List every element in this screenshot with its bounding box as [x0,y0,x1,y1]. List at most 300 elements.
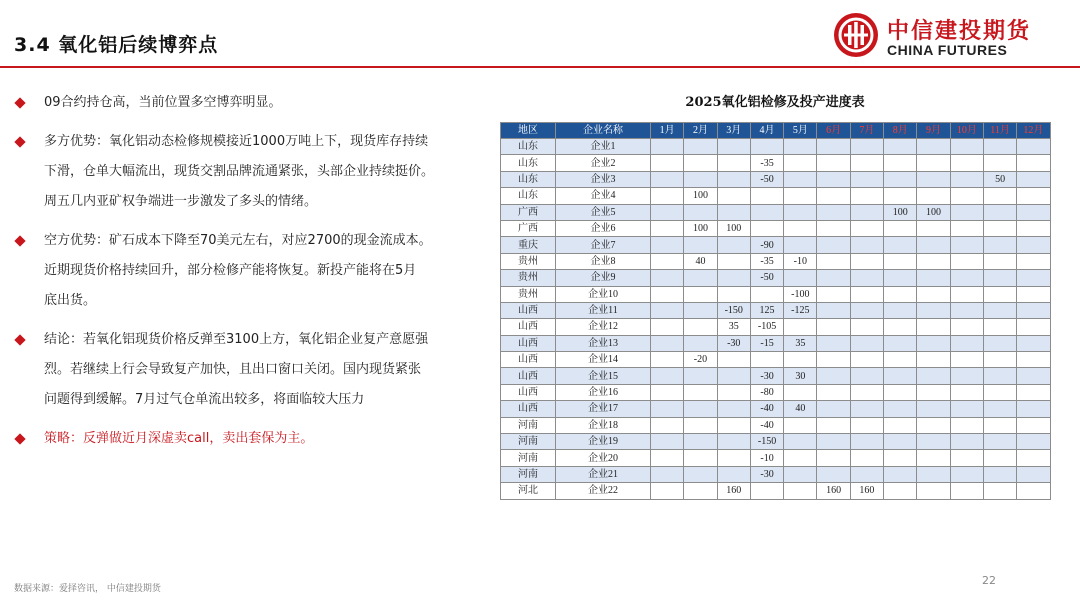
month-value-cell [850,155,883,171]
month-value-cell [983,319,1016,335]
region-cell: 贵州 [501,270,556,286]
company-cell: 企业6 [556,220,651,236]
bullet-line: 底出货。 [44,293,97,308]
month-value-cell [983,450,1016,466]
month-value-cell: 40 [784,401,817,417]
month-value-cell [983,352,1016,368]
month-value-cell [717,450,750,466]
month-value-cell: -100 [784,286,817,302]
month-value-cell: 160 [717,483,750,499]
table-row [501,483,1051,499]
company-logo [833,12,1073,62]
bullet-item [14,325,499,415]
month-value-cell: 50 [983,171,1016,187]
month-value-cell [684,335,717,351]
month-value-cell [684,286,717,302]
diamond-bullet-icon [14,136,25,147]
month-value-cell [884,220,917,236]
month-value-cell [850,302,883,318]
month-value-cell: 30 [784,368,817,384]
header [0,0,1080,68]
month-value-cell [983,204,1016,220]
region-cell: 重庆 [501,237,556,253]
month-value-cell [1017,302,1050,318]
company-cell: 企业7 [556,237,651,253]
month-value-cell [850,434,883,450]
logo-text-en: CHINA FUTURES [887,42,1008,58]
month-value-cell: -30 [717,335,750,351]
month-value-cell [1017,352,1050,368]
region-cell: 山西 [501,319,556,335]
month-value-cell [950,417,983,433]
month-value-cell [817,270,850,286]
month-value-cell [684,466,717,482]
month-value-cell [717,434,750,450]
month-value-cell [917,319,950,335]
month-value-cell [1017,319,1050,335]
table-header-row [501,123,1051,139]
month-value-cell [850,368,883,384]
month-value-cell [1017,270,1050,286]
table-title: 2025氧化铝检修及投产进度表 [685,95,865,110]
month-value-cell [983,237,1016,253]
region-cell: 山西 [501,335,556,351]
logo-mark-icon [833,12,879,58]
month-value-cell [684,204,717,220]
month-value-cell [817,368,850,384]
month-value-cell [983,220,1016,236]
company-cell: 企业9 [556,270,651,286]
company-cell: 企业2 [556,155,651,171]
column-header: 3月 [717,123,750,139]
month-value-cell [850,188,883,204]
month-value-cell [884,237,917,253]
company-cell: 企业21 [556,466,651,482]
month-value-cell [784,319,817,335]
month-value-cell [817,384,850,400]
month-value-cell [817,335,850,351]
month-value-cell [717,237,750,253]
bullet-line: 策略：反弹做近月深虚卖call，卖出套保为主。 [44,431,314,446]
month-value-cell [651,204,684,220]
month-value-cell [817,204,850,220]
bullet-line: 09合约持仓高，当前位置多空博弈明显。 [44,95,282,110]
month-value-cell [917,352,950,368]
month-value-cell [750,286,783,302]
bullet-line: 结论：若氧化铝现货价格反弹至3100上方，氧化铝企业复产意愿强 [44,332,429,347]
column-header: 1月 [651,123,684,139]
month-value-cell [684,155,717,171]
region-cell: 山西 [501,384,556,400]
month-value-cell [884,483,917,499]
diamond-bullet-icon [14,97,25,108]
month-value-cell [917,188,950,204]
month-value-cell: -40 [750,417,783,433]
month-value-cell [1017,155,1050,171]
month-value-cell [950,335,983,351]
month-value-cell [684,270,717,286]
month-value-cell [884,155,917,171]
month-value-cell [717,253,750,269]
month-value-cell [717,352,750,368]
month-value-cell [684,483,717,499]
month-value-cell [983,368,1016,384]
bullet-item [14,88,499,118]
month-value-cell [850,352,883,368]
month-value-cell [717,155,750,171]
region-cell: 山东 [501,171,556,187]
region-cell: 河南 [501,417,556,433]
table-row [501,466,1051,482]
bullet-line: 多方优势：氧化铝动态检修规模接近1000万吨上下，现货库存持续 [44,134,429,149]
month-value-cell [684,417,717,433]
column-header: 6月 [817,123,850,139]
month-value-cell [651,171,684,187]
column-header: 10月 [950,123,983,139]
company-cell: 企业5 [556,204,651,220]
month-value-cell [817,155,850,171]
month-value-cell [850,286,883,302]
month-value-cell [884,417,917,433]
month-value-cell [817,417,850,433]
month-value-cell [983,188,1016,204]
month-value-cell: -150 [717,302,750,318]
month-value-cell [784,434,817,450]
month-value-cell: 100 [684,220,717,236]
diamond-bullet-icon [14,433,25,444]
month-value-cell [684,434,717,450]
column-header: 7月 [850,123,883,139]
month-value-cell [784,352,817,368]
month-value-cell [884,253,917,269]
month-value-cell [651,434,684,450]
month-value-cell [651,237,684,253]
table-row [501,188,1051,204]
month-value-cell [1017,335,1050,351]
month-value-cell: -125 [784,302,817,318]
month-value-cell [717,286,750,302]
month-value-cell: -80 [750,384,783,400]
month-value-cell [850,253,883,269]
column-header: 11月 [983,123,1016,139]
month-value-cell [784,450,817,466]
month-value-cell: 100 [884,204,917,220]
month-value-cell [917,220,950,236]
month-value-cell [950,237,983,253]
page-title: 3.4 氧化铝后续博弈点 [14,34,219,56]
month-value-cell: -10 [784,253,817,269]
month-value-cell [1017,483,1050,499]
bullet-item-strategy [14,424,499,454]
month-value-cell [784,466,817,482]
month-value-cell [884,171,917,187]
month-value-cell [717,270,750,286]
month-value-cell [784,483,817,499]
region-cell: 贵州 [501,286,556,302]
month-value-cell [750,220,783,236]
month-value-cell [950,450,983,466]
month-value-cell [1017,417,1050,433]
month-value-cell [1017,401,1050,417]
month-value-cell [784,417,817,433]
month-value-cell [1017,188,1050,204]
month-value-cell [684,139,717,155]
column-header: 企业名称 [556,123,651,139]
month-value-cell [983,384,1016,400]
bullet-line: 下滑，仓单大幅流出，现货交割品牌流通紧张，头部企业持续挺价。 [44,164,435,179]
month-value-cell [817,171,850,187]
month-value-cell [684,401,717,417]
month-value-cell [950,286,983,302]
region-cell: 山西 [501,368,556,384]
month-value-cell: 100 [917,204,950,220]
month-value-cell [651,450,684,466]
month-value-cell [950,220,983,236]
table-row [501,384,1051,400]
month-value-cell [884,450,917,466]
company-cell: 企业19 [556,434,651,450]
month-value-cell [784,155,817,171]
month-value-cell [850,270,883,286]
month-value-cell [884,188,917,204]
month-value-cell [651,319,684,335]
month-value-cell [884,139,917,155]
table-row [501,270,1051,286]
month-value-cell [917,155,950,171]
bullet-line: 周五几内亚矿权争端进一步激发了多头的情绪。 [44,194,318,209]
month-value-cell [884,368,917,384]
month-value-cell [983,302,1016,318]
month-value-cell: 125 [750,302,783,318]
month-value-cell [784,204,817,220]
column-header: 8月 [884,123,917,139]
month-value-cell [651,368,684,384]
month-value-cell [750,188,783,204]
region-cell: 广西 [501,220,556,236]
month-value-cell [850,220,883,236]
month-value-cell: -105 [750,319,783,335]
month-value-cell [717,204,750,220]
month-value-cell [884,286,917,302]
company-cell: 企业13 [556,335,651,351]
table-row [501,139,1051,155]
month-value-cell: 35 [717,319,750,335]
company-cell: 企业1 [556,139,651,155]
month-value-cell [950,466,983,482]
month-value-cell [917,483,950,499]
month-value-cell [817,253,850,269]
month-value-cell [917,270,950,286]
month-value-cell [884,335,917,351]
month-value-cell: 100 [684,188,717,204]
month-value-cell [684,319,717,335]
month-value-cell [950,204,983,220]
month-value-cell [884,401,917,417]
month-value-cell [717,466,750,482]
month-value-cell [983,335,1016,351]
month-value-cell [850,401,883,417]
month-value-cell [850,139,883,155]
bullet-line: 空方优势：矿石成本下降至70美元左右，对应2700的现金流成本。 [44,233,432,248]
month-value-cell [651,155,684,171]
region-cell: 山西 [501,401,556,417]
month-value-cell [684,302,717,318]
month-value-cell [983,139,1016,155]
month-value-cell [1017,204,1050,220]
table-body [501,139,1051,500]
month-value-cell [950,319,983,335]
month-value-cell: -50 [750,171,783,187]
table-row [501,171,1051,187]
region-cell: 河南 [501,434,556,450]
month-value-cell [1017,368,1050,384]
month-value-cell [850,204,883,220]
month-value-cell [817,352,850,368]
bullet-line: 烈。若继续上行会导致复产加快，且出口窗口关闭。国内现货紧张 [44,362,422,377]
diamond-bullet-icon [14,334,25,345]
table-row [501,253,1051,269]
region-cell: 贵州 [501,253,556,269]
month-value-cell [850,450,883,466]
table-row [501,335,1051,351]
region-cell: 山东 [501,139,556,155]
bullet-list [14,88,499,454]
month-value-cell [651,335,684,351]
month-value-cell [917,139,950,155]
column-header: 5月 [784,123,817,139]
month-value-cell [850,171,883,187]
month-value-cell [950,483,983,499]
month-value-cell [1017,286,1050,302]
month-value-cell [684,237,717,253]
company-cell: 企业12 [556,319,651,335]
month-value-cell [817,237,850,253]
month-value-cell [651,352,684,368]
month-value-cell [750,352,783,368]
month-value-cell [917,466,950,482]
region-cell: 山东 [501,188,556,204]
month-value-cell [950,139,983,155]
company-cell: 企业10 [556,286,651,302]
month-value-cell: -30 [750,466,783,482]
month-value-cell [651,417,684,433]
month-value-cell [651,139,684,155]
region-cell: 河北 [501,483,556,499]
company-cell: 企业17 [556,401,651,417]
header-divider [0,66,1080,68]
table-row [501,220,1051,236]
column-header: 9月 [917,123,950,139]
month-value-cell [651,401,684,417]
diamond-bullet-icon [14,235,25,246]
company-cell: 企业3 [556,171,651,187]
month-value-cell [884,384,917,400]
month-value-cell: -10 [750,450,783,466]
company-cell: 企业11 [556,302,651,318]
table-row [501,286,1051,302]
table-row [501,401,1051,417]
month-value-cell [950,188,983,204]
bullet-line: 近期现货价格持续回升，部分检修产能将恢复。新投产能将在5月 [44,263,417,278]
month-value-cell [917,434,950,450]
month-value-cell [917,450,950,466]
month-value-cell [917,335,950,351]
month-value-cell [1017,466,1050,482]
month-value-cell [884,466,917,482]
table-row [501,352,1051,368]
table-row [501,155,1051,171]
month-value-cell [950,155,983,171]
month-value-cell: 160 [850,483,883,499]
month-value-cell [651,270,684,286]
month-value-cell [917,368,950,384]
month-value-cell [750,483,783,499]
month-value-cell [784,220,817,236]
table-row [501,319,1051,335]
month-value-cell [651,483,684,499]
month-value-cell [950,270,983,286]
month-value-cell [684,368,717,384]
month-value-cell [983,253,1016,269]
bullet-line: 问题得到缓解。7月过气仓单流出较多，将面临较大压力 [44,392,365,407]
month-value-cell: 100 [717,220,750,236]
company-cell: 企业15 [556,368,651,384]
table-row [501,417,1051,433]
bullet-item [14,127,499,217]
month-value-cell [1017,434,1050,450]
month-value-cell [784,384,817,400]
month-value-cell [817,139,850,155]
month-value-cell [884,302,917,318]
month-value-cell: -150 [750,434,783,450]
column-header: 12月 [1017,123,1050,139]
month-value-cell [917,302,950,318]
month-value-cell [784,237,817,253]
month-value-cell [750,139,783,155]
month-value-cell [717,401,750,417]
month-value-cell [817,401,850,417]
month-value-cell [651,220,684,236]
column-header: 4月 [750,123,783,139]
table-row [501,204,1051,220]
company-cell: 企业20 [556,450,651,466]
month-value-cell [884,270,917,286]
month-value-cell: 40 [684,253,717,269]
company-cell: 企业16 [556,384,651,400]
region-cell: 河南 [501,466,556,482]
month-value-cell [884,319,917,335]
region-cell: 山东 [501,155,556,171]
progress-table [500,122,1051,500]
month-value-cell [850,319,883,335]
month-value-cell [784,270,817,286]
month-value-cell [983,286,1016,302]
month-value-cell: -90 [750,237,783,253]
month-value-cell [651,253,684,269]
month-value-cell [917,417,950,433]
month-value-cell [784,171,817,187]
month-value-cell [817,450,850,466]
month-value-cell [917,171,950,187]
company-cell: 企业8 [556,253,651,269]
month-value-cell [717,139,750,155]
table-row [501,450,1051,466]
month-value-cell [917,384,950,400]
month-value-cell [917,253,950,269]
month-value-cell: -20 [684,352,717,368]
month-value-cell [817,188,850,204]
table-row [501,237,1051,253]
